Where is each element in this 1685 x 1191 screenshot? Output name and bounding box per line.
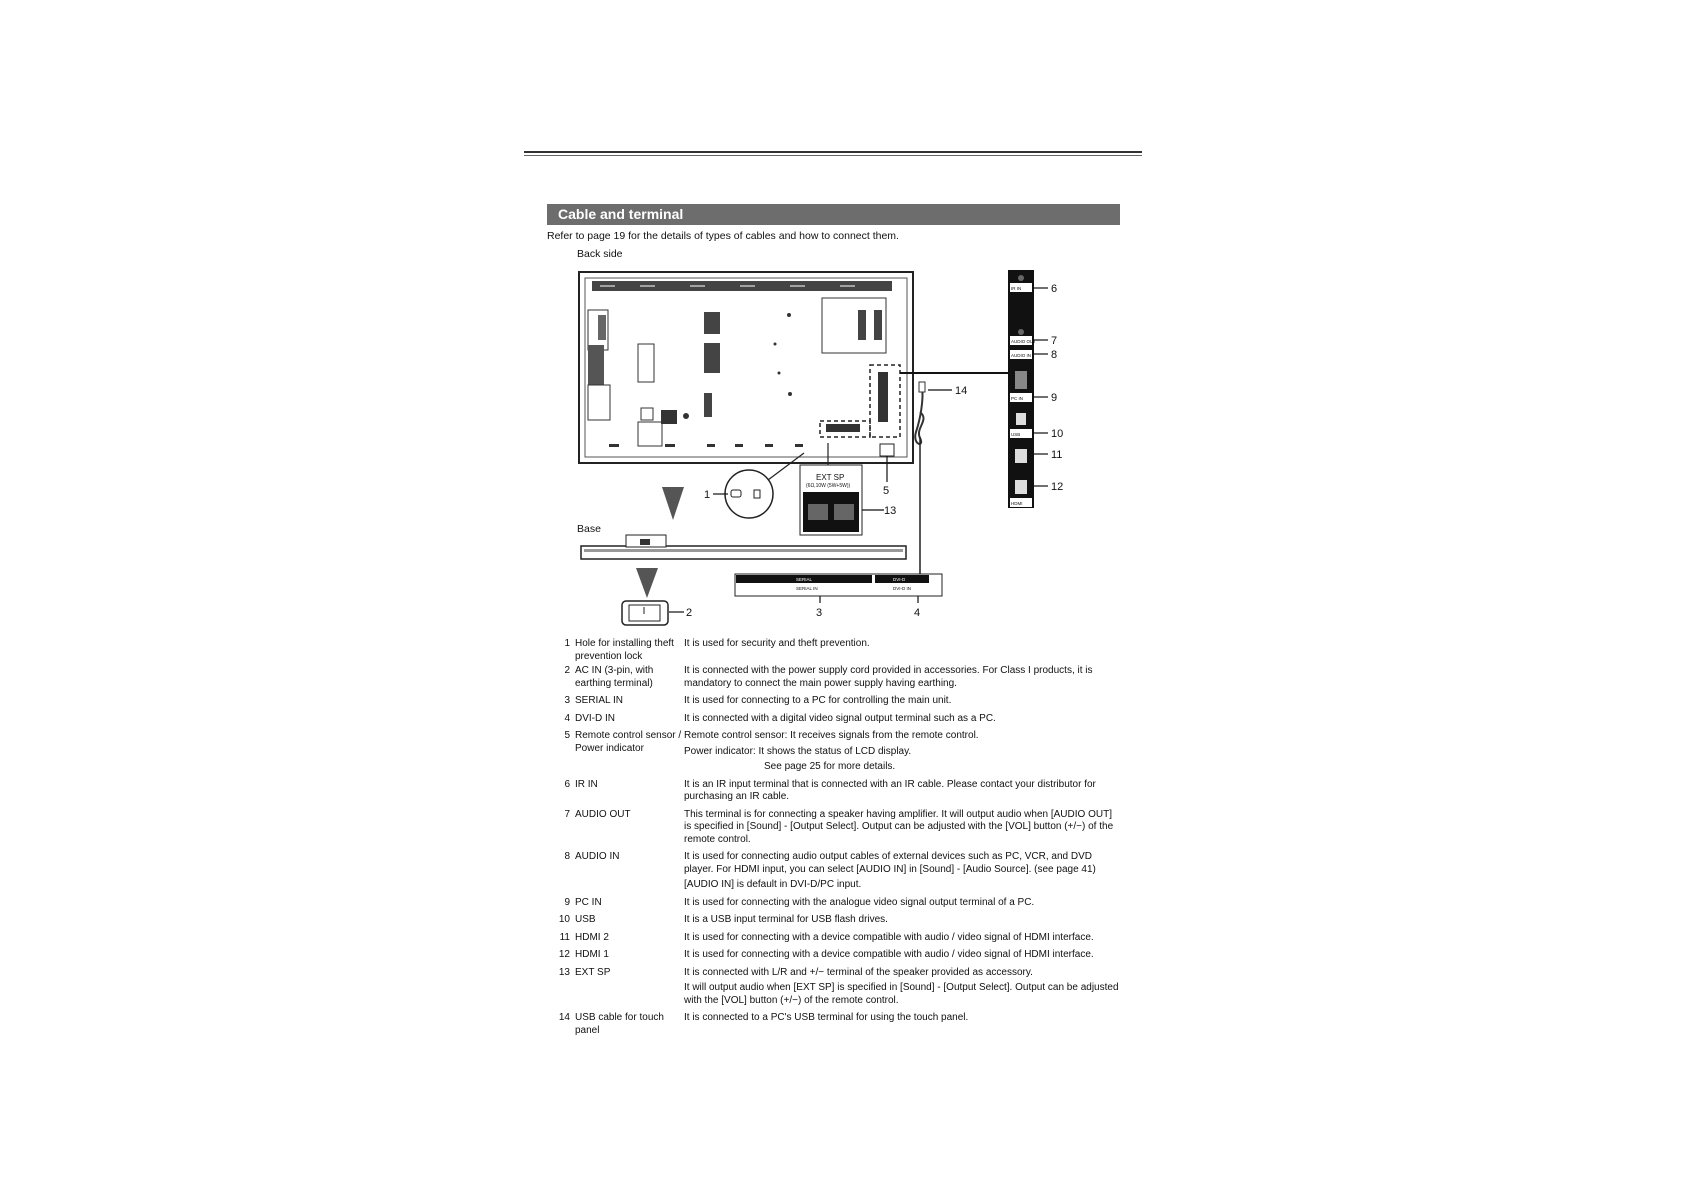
- svg-text:DVI-D IN: DVI-D IN: [893, 586, 911, 591]
- section-title: Cable and terminal: [547, 204, 1120, 225]
- intro-text: Refer to page 19 for the details of types of cables and how to connect them.: [547, 230, 899, 242]
- side-terminal-strip: [1008, 270, 1036, 508]
- svg-text:IR IN: IR IN: [1011, 286, 1022, 291]
- svg-text:6: 6: [1051, 283, 1058, 295]
- svg-text:10: 10: [1051, 428, 1064, 440]
- table-row: 7 AUDIO OUT This terminal is for connecting a speaker having amplifier. It will output audio when [AUDIO OUT] is specified in [Sound] - [Output Select]. Output can be adjusted with the [VOL] button (+/−) of the remote control.: [564, 808, 1114, 845]
- svg-text:12: 12: [1051, 481, 1064, 493]
- svg-text:4: 4: [914, 607, 921, 619]
- side-callout-numbers: [1051, 283, 1063, 493]
- svg-text:AUDIO IN: AUDIO IN: [1011, 353, 1032, 358]
- table-row: 12 HDMI 1 It is used for connecting with a device compatible with audio / video signal of HDMI interface.: [558, 949, 1094, 960]
- table-row: 2 AC IN (3-pin, with earthing terminal) It is connected with the power supply cord provided in accessories. For Class I products, it is mandatory to connect the main power supply having earthing.: [564, 665, 1093, 689]
- svg-text:DVI-D: DVI-D: [893, 577, 906, 582]
- svg-text:EXT SP: EXT SP: [816, 473, 845, 482]
- svg-text:SERIAL IN: SERIAL IN: [796, 586, 818, 591]
- svg-text:11: 11: [1051, 449, 1063, 461]
- svg-text:13: 13: [884, 505, 897, 517]
- svg-text:HDMI: HDMI: [1011, 501, 1023, 506]
- table-row: 8 AUDIO IN It is used for connecting audio output cables of external devices such as PC, VCR, and DVD player. For HDMI input, you can select [AUDIO IN] in [Sound] - [Audio Source]. (see page 41) [AUDIO IN] is default in DVI-D/PC input.: [564, 851, 1096, 890]
- svg-text:1: 1: [704, 489, 711, 501]
- remote-sensor-detail: [880, 444, 894, 497]
- table-row: 9 PC IN It is used for connecting with the analogue video signal output terminal of a PC.: [564, 896, 1035, 908]
- table-row: 6 IR IN It is an IR input terminal that is connected with an IR cable. Please contact your distributor for purchasing an IR cable.: [564, 778, 1096, 802]
- svg-text:9: 9: [1051, 392, 1058, 404]
- back-side-label: Back side: [577, 248, 623, 260]
- serial-dvi-strip: [735, 574, 942, 619]
- table-row: 3 SERIAL IN It is used for connecting to a PC for controlling the main unit.: [564, 695, 952, 706]
- svg-text:7: 7: [1051, 335, 1058, 347]
- display-back-panel: [579, 272, 913, 463]
- base-label: Base: [577, 523, 601, 535]
- table-row: 4 DVI-D IN It is connected with a digital video signal output terminal such as a PC.: [564, 712, 996, 724]
- terminal-description-table: [549, 638, 1121, 1039]
- svg-text:14: 14: [955, 385, 968, 397]
- table-row: 11 HDMI 2 It is used for connecting with a device compatible with audio / video signal of HDMI interface.: [559, 931, 1094, 943]
- svg-text:SERIAL: SERIAL: [796, 577, 813, 582]
- svg-text:2: 2: [686, 607, 693, 619]
- table-row: 5 Remote control sensor / Power indicator Remote control sensor: It receives signals from the remote control. Power indicator: It shows the status of LCD display. See page 25 for more details.: [564, 730, 979, 772]
- ac-inlet: [622, 601, 692, 625]
- table-row: 13 EXT SP It is connected with L/R and +/− terminal of the speaker provided as accessory. It will output audio when [EXT SP] is specified in [Sound] - [Output Select]. Output can be adjusted with the [VOL] button (+/−) of the remote control.: [558, 966, 1119, 1006]
- table-row: 10 USB It is a USB input terminal for USB flash drives.: [558, 914, 888, 925]
- table-row: 1 Hole for installing theft prevention lock It is used for security and theft prevention.: [564, 638, 870, 662]
- usb-cable-for-touch-panel: [915, 382, 967, 444]
- svg-text:AUDIO OUT: AUDIO OUT: [1011, 339, 1037, 344]
- svg-text:5: 5: [883, 485, 890, 497]
- svg-text:(6Ω,10W (5W+5W)): (6Ω,10W (5W+5W)): [806, 483, 851, 489]
- table-row: 14 USB cable for touch panel It is connected to a PC's USB terminal for using the touch panel.: [558, 1012, 969, 1036]
- svg-text:3: 3: [816, 607, 823, 619]
- svg-text:USB: USB: [1011, 432, 1021, 437]
- svg-text:PC IN: PC IN: [1011, 396, 1024, 401]
- svg-text:8: 8: [1051, 349, 1058, 361]
